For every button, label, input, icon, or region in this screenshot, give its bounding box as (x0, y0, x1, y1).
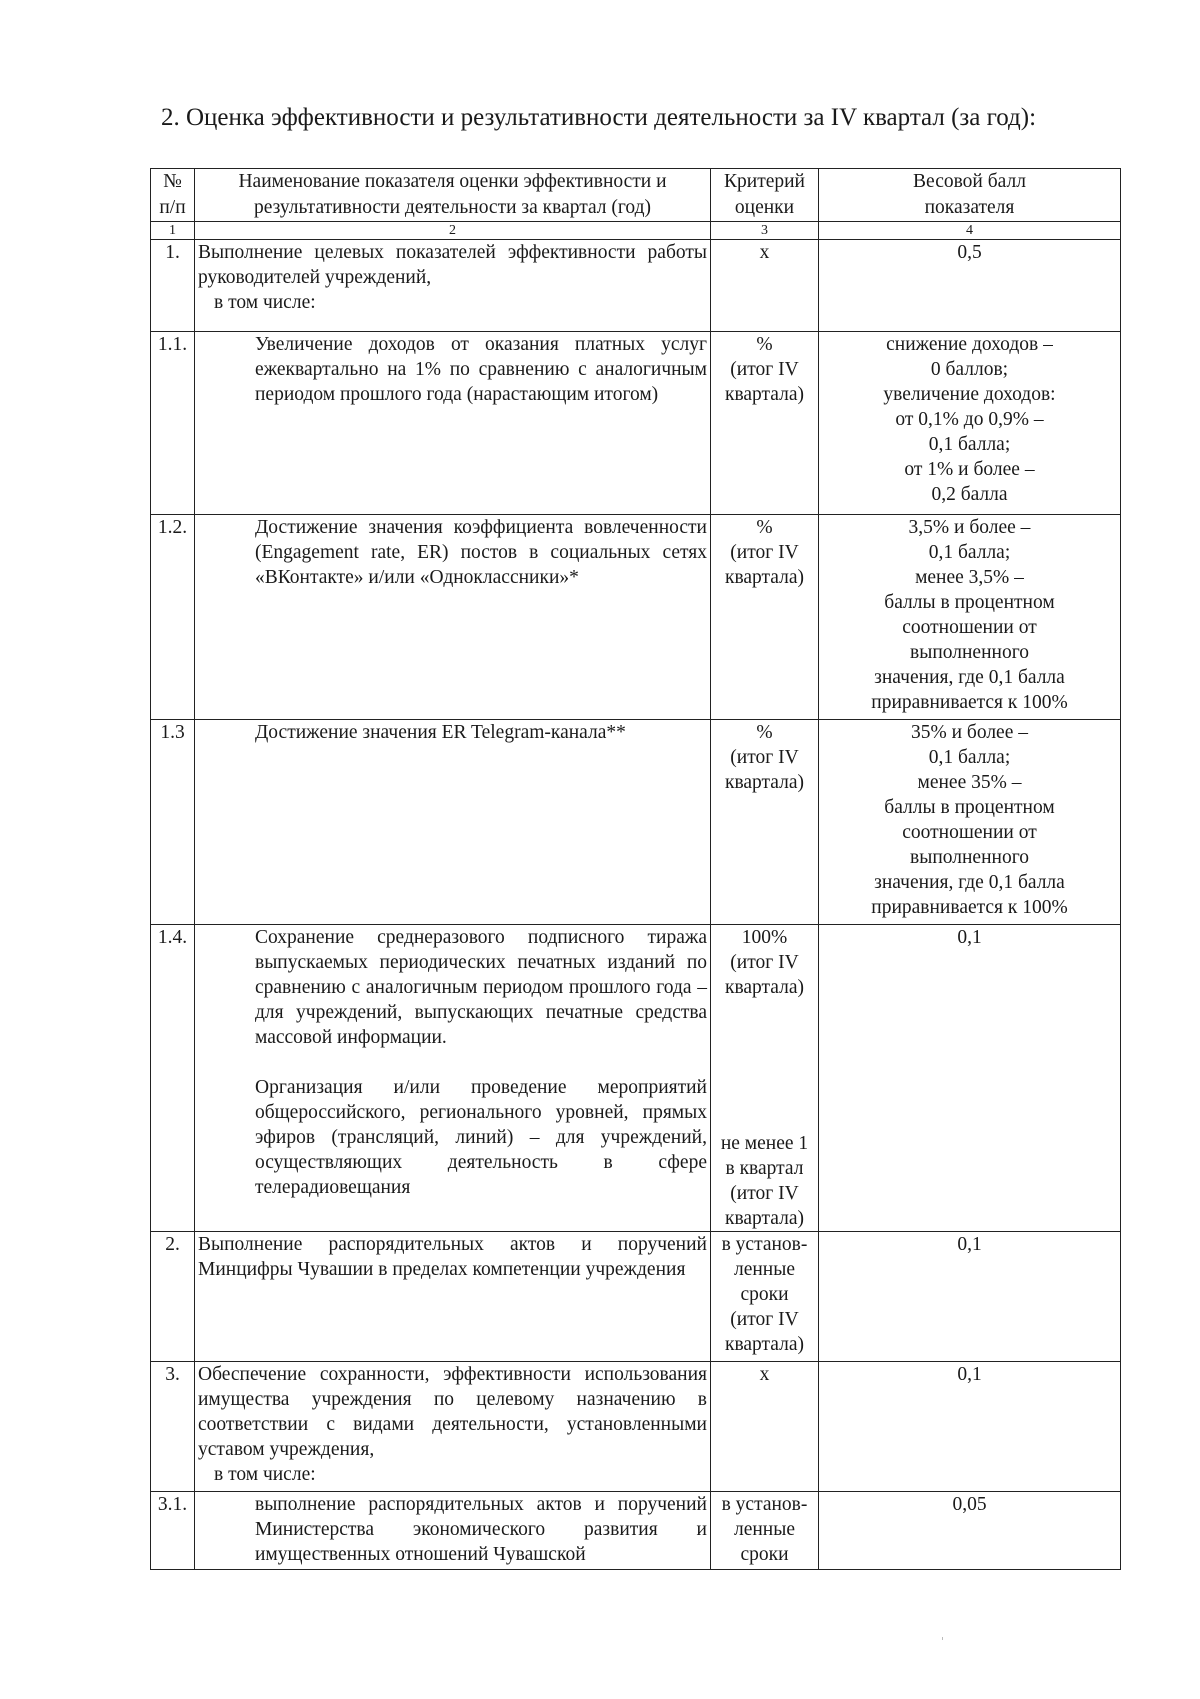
criterion-gap (714, 1000, 815, 1131)
row-criterion (711, 1492, 819, 1570)
table-row (151, 1492, 1121, 1570)
row-number: 1. (151, 240, 195, 332)
row-name-second: Организация и/или проведение мероприятий общероссийского, регионального уровней, прямых эфиров (трансляций, линий) – для учреждений, осуществляющих деятельность в сфере телерадиовещания (255, 1077, 707, 1198)
row-criterion (711, 720, 819, 925)
score-line: баллы в процентном (884, 797, 1055, 818)
table-header-row (151, 169, 1121, 222)
score-line: соотношении от (902, 822, 1037, 843)
section-heading: 2. Оценка эффективности и результативности деятельности за IV квартал (за год): (161, 104, 1037, 131)
row-score (819, 1232, 1121, 1362)
criterion-line: (итог IV (730, 359, 799, 380)
row-score (819, 1362, 1121, 1492)
column-number: 4 (819, 222, 1121, 240)
table-row (151, 332, 1121, 515)
score-line: выполненного (910, 642, 1029, 663)
row-name: Достижение значения коэффициента вовлеченности (Engagement rate, ER) постов в социальных сетях «ВКонтакте» и/или «Одноклассники»* (255, 517, 707, 588)
row-number: 1.1. (151, 332, 195, 515)
row-number: 1.4. (151, 925, 195, 1232)
row-criterion (711, 1232, 819, 1362)
score-line: приравнивается к 100% (871, 692, 1068, 713)
row-subline: в том числе: (214, 292, 316, 313)
criterion-line: в установ- (721, 1234, 808, 1255)
score-line: 0,1 (957, 1234, 982, 1255)
header-score (819, 169, 1121, 222)
score-line: выполненного (910, 847, 1029, 868)
score-line: 0,1 (957, 927, 982, 948)
score-line: менее 35% – (917, 772, 1022, 793)
criterion-line: ленные (733, 1259, 795, 1280)
row-number: 1.3 (151, 720, 195, 925)
criterion-line: квартала) (724, 977, 805, 998)
table-row (151, 720, 1121, 925)
criterion-line: (итог IV (730, 1183, 799, 1204)
evaluation-table (150, 168, 1121, 1570)
score-line: 0,1 балла; (928, 542, 1011, 563)
row-score (819, 515, 1121, 720)
score-line: увеличение доходов: (883, 384, 1056, 405)
column-number: 3 (711, 222, 819, 240)
score-line: 35% и более – (910, 722, 1028, 743)
table-row (151, 240, 1121, 332)
score-line: от 1% и более – (904, 459, 1035, 480)
row-name: Достижение значения ER Telegram-канала** (255, 722, 626, 743)
criterion-line: квартала) (724, 1334, 805, 1355)
criterion-line: квартала) (724, 1208, 805, 1229)
criterion-line: не менее 1 (720, 1133, 809, 1154)
header-num (151, 169, 195, 222)
row-score (819, 720, 1121, 925)
header-num-line: п/п (159, 197, 186, 218)
row-criterion (711, 332, 819, 515)
table-row (151, 1232, 1121, 1362)
criterion-line: в квартал (725, 1158, 804, 1179)
row-name: выполнение распорядительных актов и поручений Министерства экономического развития и имущественных отношений Чувашской (255, 1494, 707, 1565)
score-line: баллы в процентном (884, 592, 1055, 613)
criterion-line: сроки (740, 1544, 789, 1565)
criterion-line: % (756, 722, 773, 743)
header-score-line: показателя (924, 197, 1015, 218)
row-criterion (711, 925, 819, 1232)
criterion-line: (итог IV (730, 952, 799, 973)
score-line: 3,5% и более – (908, 517, 1031, 538)
header-criterion-line: Критерий (724, 171, 805, 192)
scan-speck (942, 1637, 943, 1640)
column-number: 1 (151, 222, 195, 240)
row-number: 2. (151, 1232, 195, 1362)
row-name: Сохранение среднеразового подписного тиража выпускаемых периодических печатных изданий по сравнению с аналогичным периодом прошлого года – для учреждений, выпускающих печатные средства массовой информации. (255, 927, 707, 1048)
score-line: приравнивается к 100% (871, 897, 1068, 918)
header-criterion-line: оценки (734, 197, 795, 218)
row-score (819, 1492, 1121, 1570)
score-line: 0,1 балла; (928, 747, 1011, 768)
score-line: значения, где 0,1 балла (874, 872, 1065, 893)
column-numbers-row (151, 222, 1121, 240)
table-row (151, 925, 1121, 1232)
table-row (151, 1362, 1121, 1492)
row-name: Выполнение распорядительных актов и поручений Минцифры Чувашии в пределах компетенции учреждения (198, 1234, 707, 1280)
row-number: 3. (151, 1362, 195, 1492)
score-line: 0,05 (952, 1494, 987, 1515)
header-name-line: Наименование показателя оценки эффективности и (238, 171, 667, 192)
row-score (819, 240, 1121, 332)
row-name: Увеличение доходов от оказания платных услуг ежеквартально на 1% по сравнению с аналогичным периодом прошлого года (нарастающим итогом) (255, 334, 707, 405)
table-row (151, 515, 1121, 720)
row-name-cell (195, 1492, 711, 1570)
criterion-line: х (759, 1364, 770, 1385)
criterion-line: квартала) (724, 384, 805, 405)
score-line: от 0,1% до 0,9% – (895, 409, 1044, 430)
row-name: Выполнение целевых показателей эффективности работы руководителей учреждений, (198, 242, 707, 288)
row-score (819, 925, 1121, 1232)
row-number: 3.1. (151, 1492, 195, 1570)
score-line: значения, где 0,1 балла (874, 667, 1065, 688)
row-name-cell (195, 720, 711, 925)
criterion-line: сроки (740, 1284, 789, 1305)
row-name-cell (195, 515, 711, 720)
row-name-cell (195, 1362, 711, 1492)
row-criterion (711, 1362, 819, 1492)
score-line: 0,1 (957, 1364, 982, 1385)
criterion-line: % (756, 517, 773, 538)
row-criterion (711, 240, 819, 332)
header-name-line: результативности деятельности за квартал (год) (253, 197, 652, 218)
criterion-line: (итог IV (730, 747, 799, 768)
score-line: соотношении от (902, 617, 1037, 638)
criterion-line: (итог IV (730, 542, 799, 563)
header-criterion (711, 169, 819, 222)
score-line: менее 3,5% – (915, 567, 1024, 588)
criterion-line: % (756, 334, 773, 355)
row-score (819, 332, 1121, 515)
row-name: Обеспечение сохранности, эффективности использования имущества учреждения по целевому назначению в соответствии с видами деятельности, установленными уставом учреждения, (198, 1364, 707, 1460)
row-criterion (711, 515, 819, 720)
criterion-line: (итог IV (730, 1309, 799, 1330)
paragraph-gap (255, 1050, 707, 1075)
criterion-line: квартала) (724, 567, 805, 588)
row-name-cell (195, 1232, 711, 1362)
row-name-cell (195, 240, 711, 332)
row-name-cell (195, 925, 711, 1232)
score-line: 0,5 (957, 242, 982, 263)
row-subline: в том числе: (214, 1464, 316, 1485)
row-number: 1.2. (151, 515, 195, 720)
criterion-line: 100% (741, 927, 788, 948)
criterion-line: х (759, 242, 770, 263)
criterion-line: в установ- (721, 1494, 808, 1515)
score-line: 0,2 балла (931, 484, 1008, 505)
column-number: 2 (195, 222, 711, 240)
header-num-line: № (163, 171, 182, 192)
criterion-line: ленные (733, 1519, 795, 1540)
score-line: 0 баллов; (930, 359, 1009, 380)
header-score-line: Весовой балл (913, 171, 1026, 192)
row-name-cell (195, 332, 711, 515)
score-line: снижение доходов – (886, 334, 1053, 355)
header-name (195, 169, 711, 222)
criterion-line: квартала) (724, 772, 805, 793)
score-line: 0,1 балла; (928, 434, 1011, 455)
